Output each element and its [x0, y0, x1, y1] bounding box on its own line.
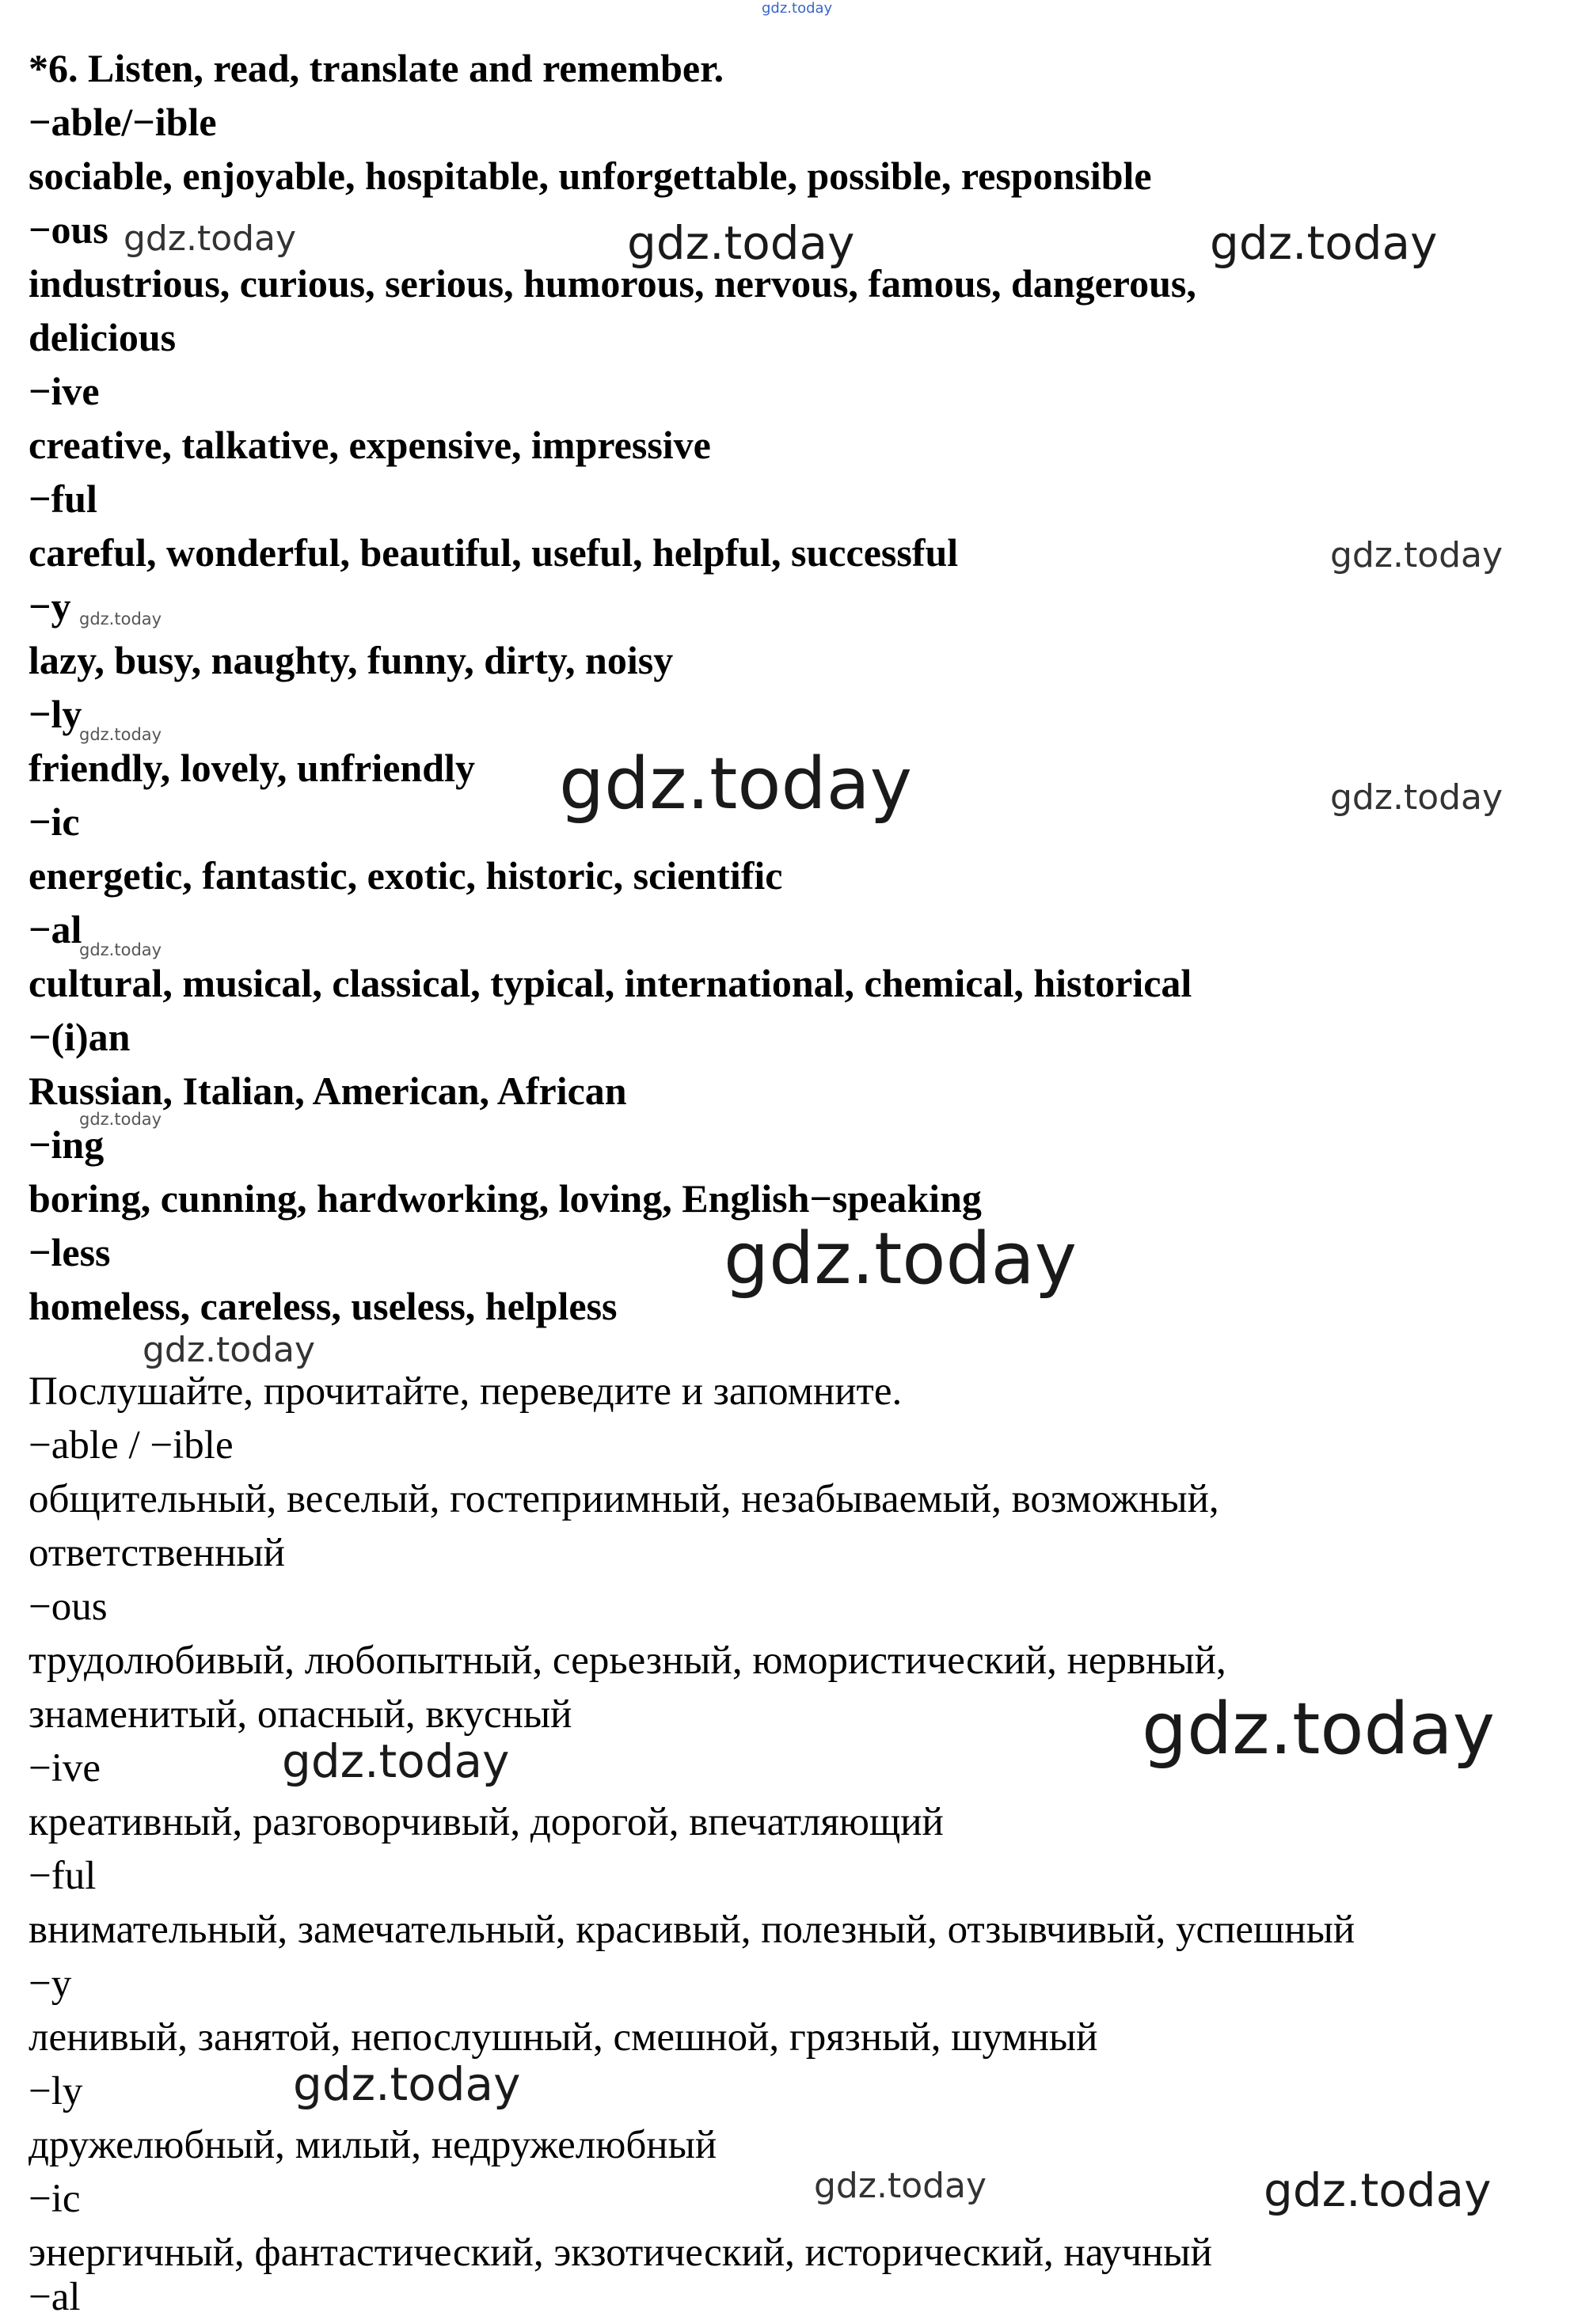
- suffix-heading: −ing: [29, 1122, 105, 1167]
- suffix-heading: −ful: [29, 477, 97, 521]
- suffix-heading: −y: [29, 584, 71, 628]
- suffix-heading: −ic: [29, 2177, 81, 2221]
- suffix-heading: −al: [29, 907, 82, 951]
- word-list: energetic, fantastic, exotic, historic, scientific: [29, 853, 783, 898]
- suffix-heading: −ive: [29, 369, 100, 413]
- suffix-heading: −al: [29, 2275, 81, 2319]
- watermark: gdz.today: [282, 1734, 510, 1788]
- watermark: gdz.today: [814, 2166, 987, 2206]
- watermark: gdz.today: [79, 1110, 162, 1129]
- watermark: gdz.today: [293, 2057, 521, 2111]
- watermark: gdz.today: [762, 0, 833, 17]
- word-list: boring, cunning, hardworking, loving, English−speaking: [29, 1176, 982, 1221]
- watermark: gdz.today: [79, 609, 162, 628]
- suffix-heading: −less: [29, 1230, 111, 1274]
- translation-list: общительный, веселый, гостеприимный, незабываемый, возможный,: [29, 1477, 1219, 1521]
- watermark: gdz.today: [79, 725, 162, 744]
- watermark: gdz.today: [143, 1330, 316, 1370]
- watermark: gdz.today: [724, 1217, 1078, 1301]
- suffix-heading: −ous: [29, 1585, 108, 1629]
- watermark: gdz.today: [1330, 535, 1504, 575]
- translation-list: дружелюбный, милый, недружелюбный: [29, 2123, 717, 2167]
- watermark: gdz.today: [1330, 777, 1504, 818]
- watermark: gdz.today: [124, 218, 297, 259]
- word-list: lazy, busy, naughty, funny, dirty, noisy: [29, 638, 674, 682]
- suffix-heading: −ly: [29, 692, 82, 736]
- translation-list-continuation: ответственный: [29, 1531, 285, 1575]
- translation-list: креативный, разговорчивый, дорогой, впечатляющий: [29, 1800, 944, 1844]
- word-list: sociable, enjoyable, hospitable, unforgettable, possible, responsible: [29, 154, 1152, 198]
- watermark: gdz.today: [559, 742, 913, 826]
- translation-list: внимательный, замечательный, красивый, полезный, отзывчивый, успешный: [29, 1908, 1355, 1952]
- word-list: creative, talkative, expensive, impressive: [29, 423, 711, 467]
- word-list-continuation: delicious: [29, 315, 177, 359]
- translation-list: ленивый, занятой, непослушный, смешной, грязный, шумный: [29, 2015, 1098, 2060]
- translation-list-continuation: знаменитый, опасный, вкусный: [29, 1692, 572, 1737]
- watermark: gdz.today: [1142, 1688, 1496, 1771]
- watermark: gdz.today: [627, 216, 855, 270]
- suffix-heading: −able/−ible: [29, 100, 217, 144]
- watermark: gdz.today: [79, 940, 162, 959]
- suffix-heading: −ic: [29, 799, 80, 844]
- suffix-heading: −(i)an: [29, 1015, 131, 1059]
- suffix-heading: −ous: [29, 207, 108, 252]
- word-list: cultural, musical, classical, typical, international, chemical, historical: [29, 961, 1192, 1005]
- suffix-heading: −ly: [29, 2069, 83, 2113]
- watermark: gdz.today: [1210, 216, 1438, 270]
- suffix-heading: −y: [29, 1961, 72, 2006]
- exercise-title: *6. Listen, read, translate and remember.: [29, 46, 724, 90]
- word-list: homeless, careless, useless, helpless: [29, 1284, 618, 1328]
- translation-list: трудолюбивый, любопытный, серьезный, юмористический, нервный,: [29, 1639, 1226, 1683]
- word-list: careful, wonderful, beautiful, useful, helpful, successful: [29, 530, 959, 575]
- suffix-heading: −ive: [29, 1746, 101, 1790]
- word-list: friendly, lovely, unfriendly: [29, 746, 475, 790]
- word-list: industrious, curious, serious, humorous, nervous, famous, dangerous,: [29, 261, 1196, 306]
- word-list: Russian, Italian, American, African: [29, 1069, 627, 1113]
- suffix-heading: −able / −ible: [29, 1423, 234, 1468]
- suffix-heading: −ful: [29, 1854, 97, 1898]
- watermark: gdz.today: [1264, 2163, 1492, 2217]
- translation-list: энергичный, фантастический, экзотический, исторический, научный: [29, 2231, 1212, 2275]
- translation-title: Послушайте, прочитайте, переведите и запомните.: [29, 1369, 903, 1414]
